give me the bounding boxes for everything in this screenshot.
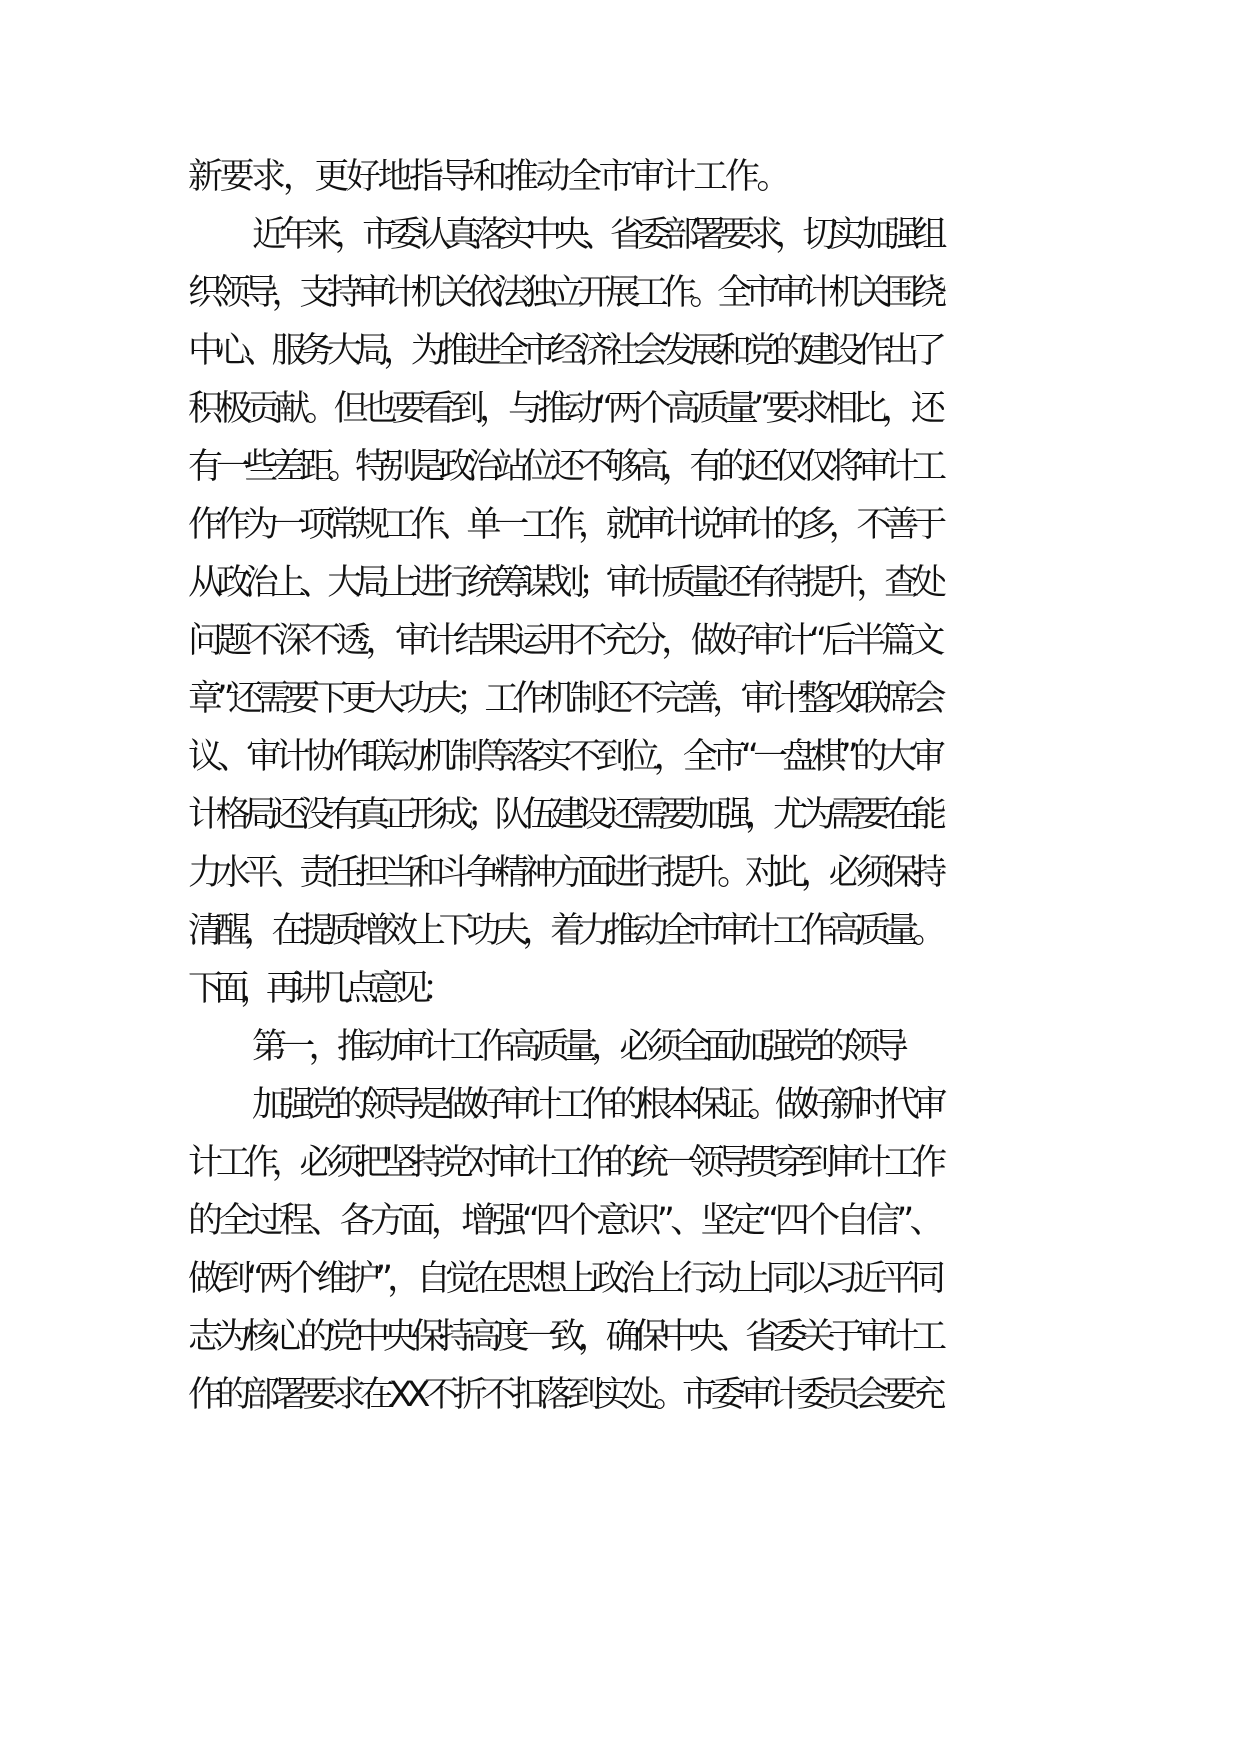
text-line: 加强党的领导是做好审计工作的根本保证。做好新时代审 [252,1085,940,1125]
text-line: 新要求，更好地指导和推动全市审计工作。 [188,157,788,197]
text-line: 下面，再讲几点意见： [188,969,448,1009]
text-line: 从政治上、大局上进行统筹谋划；审计质量还有待提升，查处 [188,563,940,603]
text-line: 近年来，市委认真落实中央、省委部署要求，切实加强组 [252,215,940,255]
text-line: 议、审计协作联动机制等落实不到位，全市“一盘棋”的大审 [188,737,940,777]
text-line: 作作为一项常规工作、单一工作，就审计说审计的多，不善于 [188,505,940,545]
text-line: 中心、服务大局，为推进全市经济社会发展和党的建设作出了 [188,331,940,371]
section-heading: 第一，推动审计工作高质量，必须全面加强党的领导 [252,1027,902,1067]
text-line: 作的部署要求在XX不折不扣落到实处。市委审计委员会要充 [188,1375,940,1415]
text-line: 志为核心的党中央保持高度一致，确保中央、省委关于审计工 [188,1317,940,1357]
text-line: 积极贡献。但也要看到，与推动“两个高质量”要求相比，还 [188,389,940,429]
text-line: 计格局还没有真正形成；队伍建设还需要加强，尤为需要在能 [188,795,940,835]
text-line: 力水平、责任担当和斗争精神方面进行提升。对此，必须保持 [188,853,940,893]
text-line: 有一些差距。特别是政治站位还不够高，有的还仅仅将审计工 [188,447,940,487]
text-line: 问题不深不透，审计结果运用不充分，做好审计“后半篇文 [188,621,940,661]
text-line: 的全过程、各方面，增强“四个意识”、坚定“四个自信”、 [188,1201,940,1241]
text-line: 计工作，必须把坚持党对审计工作的统一领导贯穿到审计工作 [188,1143,940,1183]
text-line: 织领导，支持审计机关依法独立开展工作。全市审计机关围绕 [188,273,940,313]
text-line: 做到“两个维护”，自觉在思想上政治上行动上同以习近平同 [188,1259,940,1299]
text-line: 章”还需要下更大功夫；工作机制还不完善，审计整改联席会 [188,679,940,719]
text-line: 清醒，在提质增效上下功夫，着力推动全市审计工作高质量。 [188,911,940,951]
